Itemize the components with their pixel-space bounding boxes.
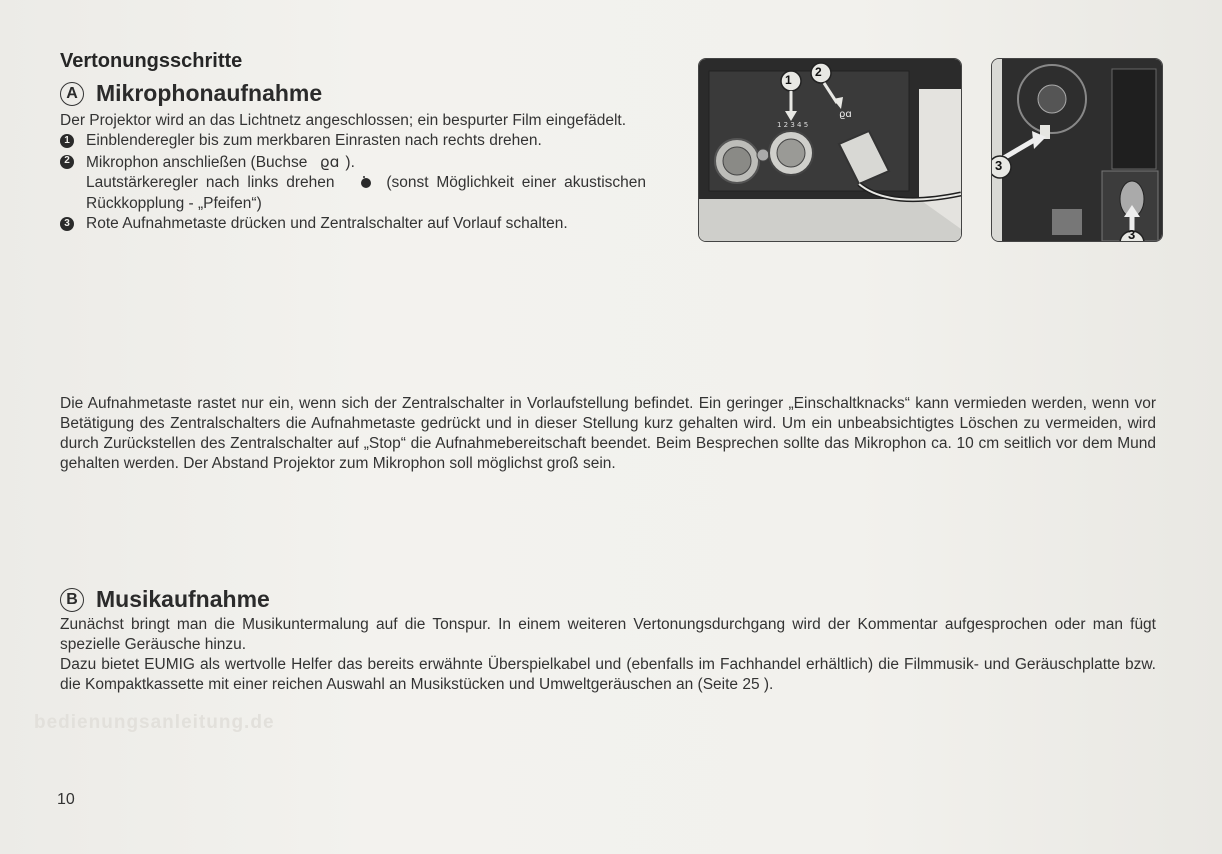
- step-2-line2-end: (sonst Möglichkeit einer akustischen Rückkopplung - „Pfeifen“): [86, 174, 647, 212]
- section-b-heading-text: Musikaufnahme: [96, 586, 270, 612]
- step-number-2: 2: [60, 155, 74, 169]
- control-knobs-illustration: [699, 59, 961, 241]
- figure-control-knobs: [698, 58, 962, 242]
- step-2-line1: Mikrophon anschließen (Buchse: [86, 153, 308, 171]
- svg-text:1 2 3 4 5: 1 2 3 4 5: [777, 121, 809, 129]
- page-title: Vertonungsschritte: [60, 50, 243, 72]
- step-text: Einblenderegler bis zum merkbaren Einrasten nach rechts drehen.: [86, 132, 542, 149]
- step-item: [60, 152, 646, 215]
- section-a: [60, 80, 646, 235]
- volume-knob-icon: [360, 175, 372, 189]
- figure-marker-1: 1: [785, 73, 792, 87]
- projector-illustration: [992, 59, 1162, 241]
- page-number: 10: [57, 791, 75, 808]
- figure-projector: [991, 58, 1163, 242]
- section-b-paragraph-1: Zunächst bringt man die Musikuntermalung auf die Tonspur. In einem weiteren Vertonungsdurchgang wird der Kommentar aufgesprochen oder man fügt spezielle Geräusche hinzu.: [60, 616, 1156, 653]
- section-a-heading-text: Mikrophonaufnahme: [96, 80, 323, 106]
- watermark: bedienungsanleitung.de: [34, 712, 275, 733]
- step-item: [60, 214, 646, 235]
- recording-notes-paragraph: Die Aufnahmetaste rastet nur ein, wenn sich der Zentralschalter in Vorlaufstellung befindet. Ein geringer „Einschaltknacks“ kann vermieden werden, wenn vor Betätigung des Zentralschalters die Aufnahmetaste gedrückt und in dieser Stellung kurz gehalten wird. Um ein unbeabsichtigtes Löschen zu vermeiden, wird durch Zurückstellen des Zentralschalter auf „Stop“ die Aufnahmebereitschaft beendet. Beim Besprechen sollte das Mikrophon ca. 10 cm seitlich vor dem Mund gehalten werden. Der Abstand Projektor zum Mikrophon soll möglichst groß sein.: [60, 395, 1156, 472]
- section-b-heading: [60, 586, 1156, 613]
- section-a-intro: Der Projektor wird an das Lichtnetz angeschlossen; ein bespurter Film eingefädelt.: [60, 112, 627, 129]
- section-b-paragraph-2: Dazu bietet EUMIG als wertvolle Helfer das bereits erwähnte Überspielkabel und (ebenfalls im Fachhandel erhältlich) die Filmmusik- und Geräuschplatte bzw. die Kompaktkassette mit einer reichen Auswahl an Musikstücken und Umweltgeräuschen an (Seite 25 ).: [60, 656, 1156, 693]
- microphone-socket-symbol: ϱɑ: [319, 152, 340, 171]
- step-number-1: 1: [60, 134, 74, 148]
- svg-text:ϱɑ: ϱɑ: [839, 109, 852, 120]
- step-2-line2: Lautstärkeregler nach links drehen: [86, 174, 335, 191]
- step-text: Rote Aufnahmetaste drücken und Zentralschalter auf Vorlauf schalten.: [86, 215, 568, 232]
- figure-marker-2: 2: [815, 65, 822, 79]
- section-a-steps: [60, 131, 646, 235]
- step-text: [86, 152, 646, 215]
- step-item: [60, 131, 646, 152]
- figure-marker-3b: 3: [1128, 227, 1136, 242]
- figure-marker-3a: 3: [995, 158, 1003, 173]
- section-b-letter: B: [60, 588, 84, 612]
- step-2-line1-end: ).: [345, 153, 355, 171]
- step-number-3: 3: [60, 217, 74, 231]
- section-b: [60, 586, 1156, 695]
- section-a-heading: [60, 80, 646, 107]
- section-a-letter: A: [60, 82, 84, 106]
